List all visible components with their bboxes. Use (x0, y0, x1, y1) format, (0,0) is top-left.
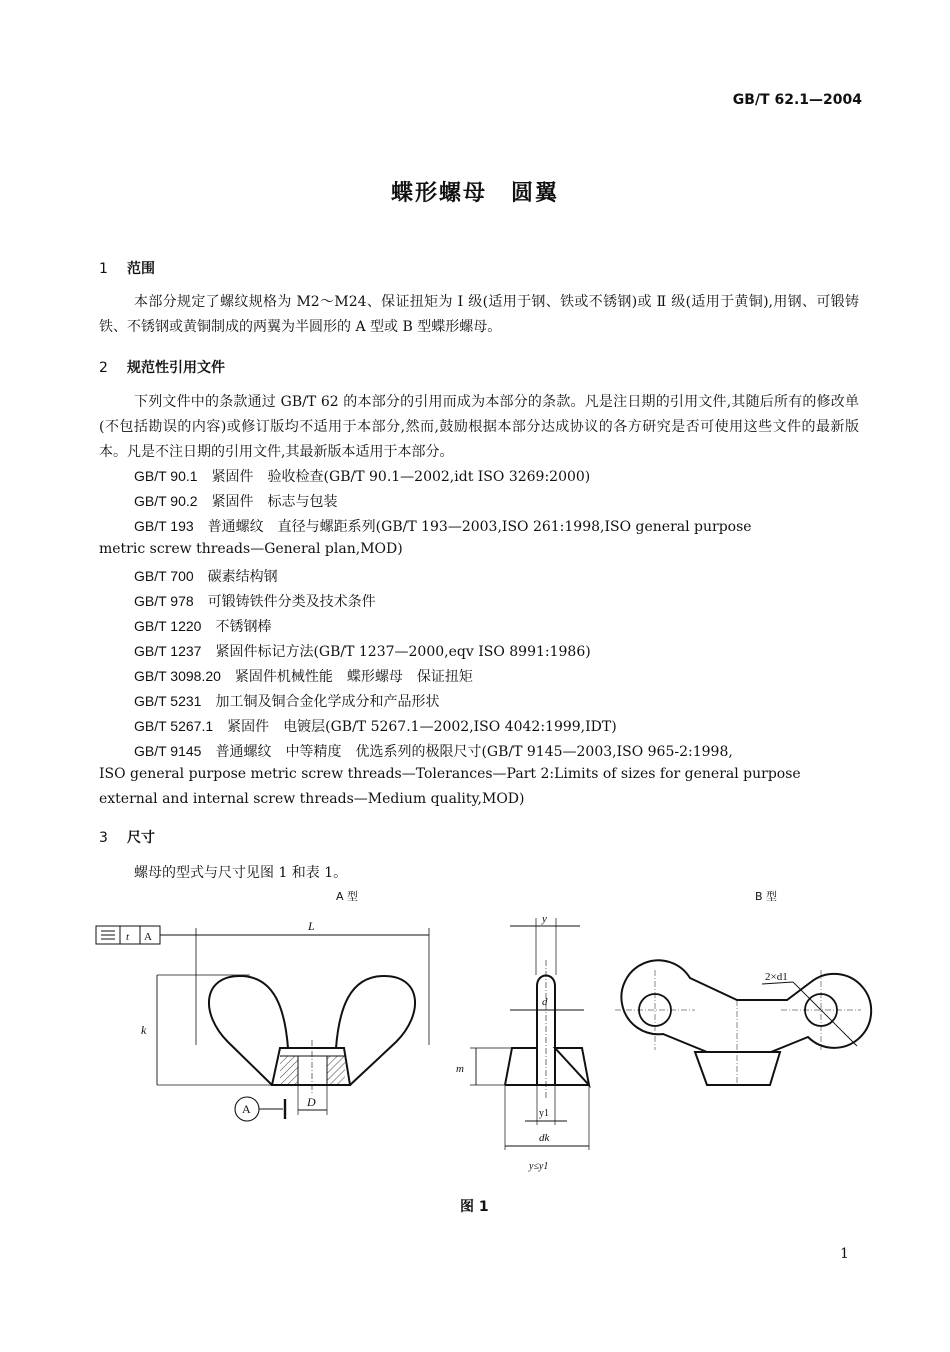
reference-item: GB/T 193 普通螺纹 直径与螺距系列(GB/T 193—2003,ISO 261:1998,ISO general purpose (134, 518, 752, 535)
type-a-side-view (456, 913, 589, 1172)
nut-body-side (505, 1048, 589, 1085)
dimension-m: m (456, 1063, 464, 1075)
dimension-D: D (307, 1095, 316, 1109)
reference-item-continuation: external and internal screw threads—Medium quality,MOD) (99, 791, 525, 807)
section-title: 尺寸 (127, 830, 155, 846)
dimension-k: k (141, 1023, 147, 1037)
section-number: 3 (99, 830, 108, 846)
dimension-y: y (542, 913, 547, 925)
section-title: 规范性引用文件 (127, 360, 225, 376)
page-number: 1 (840, 1246, 849, 1262)
section-3-paragraph: 螺母的型式与尺寸见图 1 和表 1。 (134, 865, 348, 881)
type-a-label: A 型 (336, 890, 359, 903)
type-b-label: B 型 (755, 890, 778, 903)
reference-item: GB/T 1220 不锈钢棒 (134, 618, 272, 635)
section-number: 2 (99, 360, 108, 376)
reference-item: GB/T 5231 加工铜及铜合金化学成分和产品形状 (134, 693, 440, 710)
dimension-2xd1: 2×d1 (765, 971, 788, 983)
reference-item: GB/T 700 碳素结构钢 (134, 568, 278, 585)
reference-item: GB/T 9145 普通螺纹 中等精度 优选系列的极限尺寸(GB/T 9145—2003,ISO 965-2:1998, (134, 743, 733, 760)
left-eye-hole (639, 994, 671, 1026)
dimension-y1: y1 (539, 1108, 549, 1119)
reference-item: GB/T 978 可锻铸铁件分类及技术条件 (134, 593, 376, 610)
section-2-paragraph: 下列文件中的条款通过 GB/T 62 的本部分的引用而成为本部分的条款。凡是注日期的引用文件,其随后所有的修改单(不包括勘误的内容)或修订版均不适用于本部分,然而,鼓励根据本部分达成协议的各方研究是否可使用这些文件的最新版本。凡是不注日期的引用文件,其最新版本适用于本部分。 (99, 394, 859, 460)
reference-item: GB/T 90.2 紧固件 标志与包装 (134, 493, 338, 510)
condition-note: y≤y1 (529, 1161, 549, 1172)
figure-caption: 图 1 (460, 1199, 489, 1215)
tolerance-datum-label: A (144, 931, 152, 943)
reference-item: GB/T 1237 紧固件标记方法(GB/T 1237—2000,eqv ISO 8991:1986) (134, 643, 591, 660)
type-b-view (615, 960, 871, 1085)
dimension-d: d (542, 996, 548, 1008)
type-b-hub (695, 1052, 780, 1085)
reference-item: GB/T 90.1 紧固件 验收检查(GB/T 90.1—2002,idt ISO 3269:2000) (134, 468, 591, 485)
dimension-dk: dk (539, 1132, 550, 1144)
type-a-front-view (96, 919, 429, 1121)
reference-item-continuation: metric screw threads—General plan,MOD) (99, 541, 403, 557)
standard-number: GB/T 62.1—2004 (732, 92, 862, 108)
type-b-outline (621, 960, 871, 1052)
section-title: 范围 (127, 261, 155, 277)
svg-text:A: A (242, 1102, 251, 1116)
section-1-paragraph: 本部分规定了螺纹规格为 M2～M24、保证扭矩为 Ⅰ 级(适用于钢、铁或不锈钢)或 Ⅱ 级(适用于黄铜),用钢、可锻铸铁、不锈钢或黄铜制成的两翼为半圆形的 A 型或 B 型蝶形螺母。 (99, 294, 859, 335)
section-number: 1 (99, 261, 108, 277)
dimension-L: L (308, 919, 315, 933)
page-title: 蝶形螺母 圆翼 (390, 181, 559, 206)
tolerance-t-label: t (126, 931, 130, 943)
reference-item: GB/T 3098.20 紧固件机械性能 蝶形螺母 保证扭矩 (134, 668, 473, 685)
reference-item: GB/T 5267.1 紧固件 电镀层(GB/T 5267.1—2002,ISO 4042:1999,IDT) (134, 718, 617, 735)
reference-item-continuation: ISO general purpose metric screw threads—Tolerances—Part 2:Limits of sizes for general purpose (99, 766, 801, 782)
